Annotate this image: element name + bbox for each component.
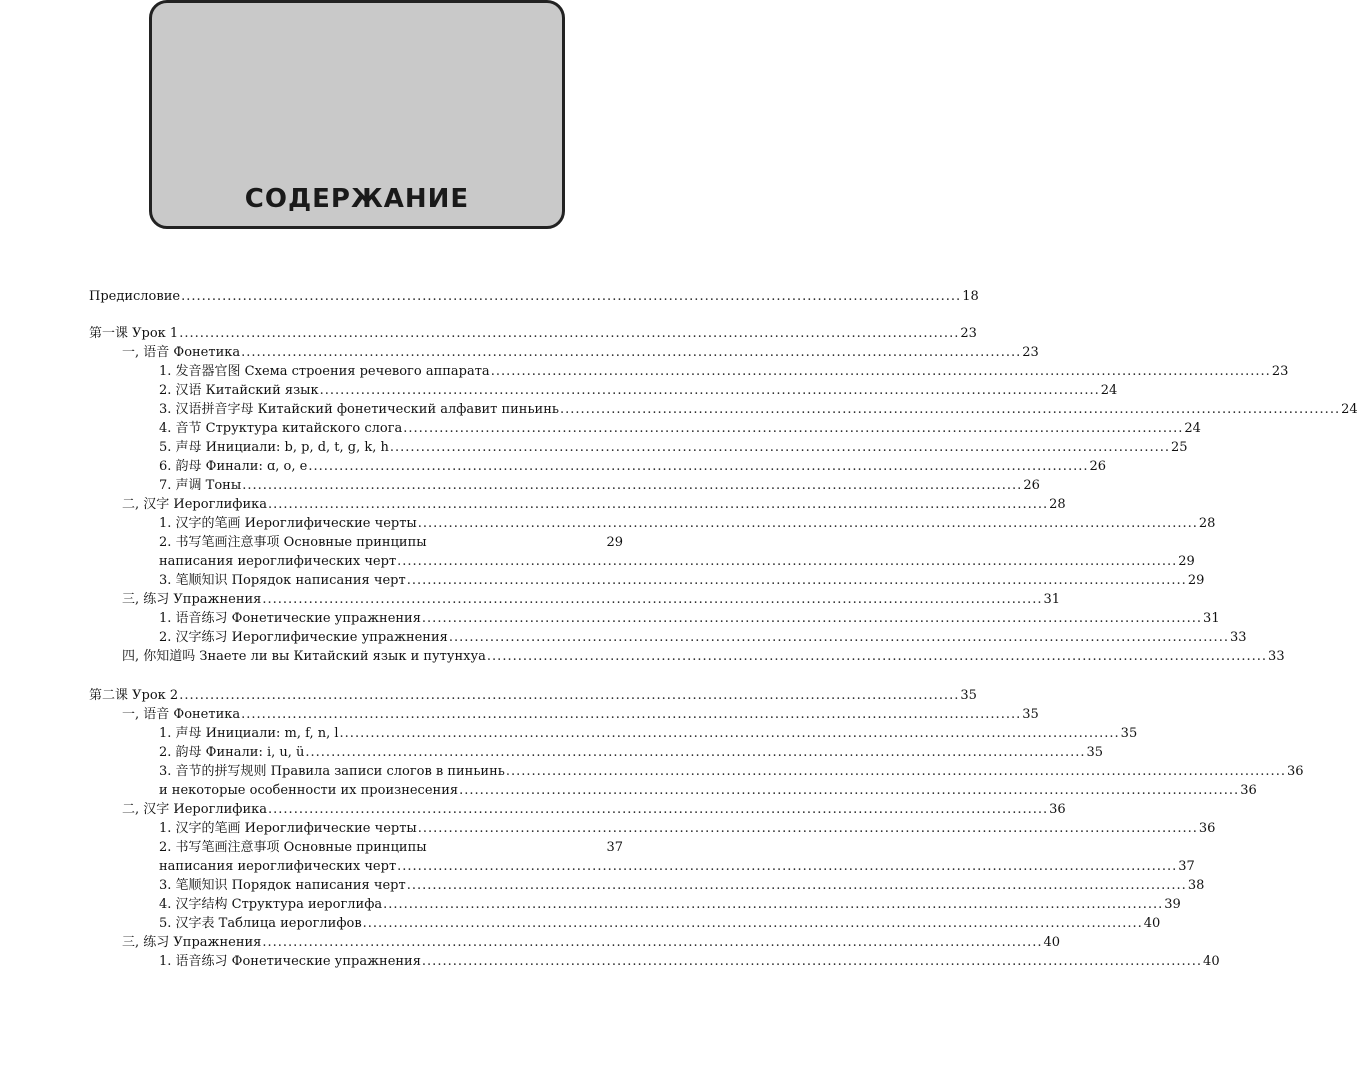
toc-entry[interactable] (159, 362, 1289, 381)
toc-entry-page: 35 (1086, 745, 1104, 760)
toc-entry-page: 40 (1043, 935, 1061, 950)
toc-entry-label: 一, 语音 Фонетика (122, 707, 241, 722)
toc-entry-page: 36 (1240, 783, 1257, 798)
toc-leader: ........................................................................................................................................................ (179, 688, 960, 703)
toc-entry[interactable] (159, 457, 1107, 476)
toc-entry-label: 1. 汉字的笔画 Иероглифические черты (159, 821, 417, 836)
toc-leader: ........................................................................................................................................................ (319, 383, 1100, 398)
toc-entry-label: 1. 语音练习 Фонетические упражнения (159, 611, 421, 626)
toc-entry-page: 29 (1178, 554, 1195, 569)
toc-leader: ........................................................................................................................................................ (490, 364, 1271, 379)
toc-entry-label: 6. 韵母 Финали: ɑ, o, e (159, 459, 308, 474)
page-title: СОДЕРЖАНИЕ (244, 184, 470, 214)
toc-leader: ........................................................................................................................................................ (389, 440, 1171, 455)
toc-leader: ........................................................................................................................................................ (448, 630, 1229, 645)
toc-entry-page: 24 (1341, 402, 1358, 417)
toc-entry-label: 2. 汉字练习 Иероглифические упражнения (159, 630, 448, 645)
toc-entry[interactable] (159, 952, 1220, 971)
toc-entry-page: 36 (1198, 821, 1216, 836)
toc-entry[interactable] (122, 590, 1061, 609)
toc-entry-label: 第二课 Урок 2 (89, 688, 179, 703)
toc-entry[interactable] (159, 476, 1040, 495)
toc-entry-label: 1. 声母 Инициали: m, f, n, l (159, 726, 339, 741)
toc-entry-label: 第一课 Урок 1 (89, 326, 179, 341)
toc-entry-label: 1. 语音练习 Фонетические упражнения (159, 954, 421, 969)
toc-entry-label: 4. 汉字结构 Структура иероглифа (159, 897, 383, 912)
toc-entry[interactable] (159, 533, 623, 552)
toc-entry-page: 37 (606, 840, 623, 855)
toc-entry-label: написания иероглифических черт (159, 554, 397, 569)
toc-entry-label: написания иероглифических черт (159, 859, 397, 874)
toc-leader: ........................................................................................................................................................ (421, 954, 1203, 969)
toc-leader: ........................................................................................................................................................ (486, 649, 1268, 664)
toc-entry-label: 3. 音节的拼写规则 Правила записи слогов в пиньинь (159, 764, 505, 779)
toc-entry[interactable] (122, 343, 1039, 362)
title-box (149, 0, 565, 229)
toc-entry[interactable] (159, 381, 1118, 400)
toc-leader: ........................................................................................................................................................ (459, 783, 1240, 798)
toc-entry[interactable] (159, 876, 1205, 895)
toc-entry-page: 40 (1203, 954, 1220, 969)
toc-leader: ........................................................................................................................................................ (406, 573, 1187, 588)
toc-entry-page: 24 (1184, 421, 1201, 436)
toc-entry-label: 二, 汉字 Иероглифика (122, 497, 268, 512)
toc-leader: ........................................................................................................................................................ (417, 821, 1198, 836)
toc-leader: ........................................................................................................................................................ (268, 497, 1049, 512)
toc-entry-page: 29 (606, 535, 623, 550)
toc-entry-page: 28 (1198, 516, 1216, 531)
toc-leader: ........................................................................................................................................................ (339, 726, 1120, 741)
toc-entry[interactable] (159, 438, 1188, 457)
toc-entry-page: 39 (1164, 897, 1181, 912)
toc-leader: ........................................................................................................................................................ (262, 592, 1043, 607)
toc-entry-label: 三, 练习 Упражнения (122, 592, 262, 607)
toc-leader: ........................................................................................................................................................ (262, 935, 1043, 950)
toc-entry-page: 36 (1286, 764, 1304, 779)
toc-entry-label: 一, 语音 Фонетика (122, 345, 241, 360)
toc-entry-label: 1. 发音器官图 Схема строения речевого аппарата (159, 364, 490, 379)
toc-leader: ........................................................................................................................................................ (241, 345, 1022, 360)
toc-entry[interactable] (159, 571, 1205, 590)
toc-entry-label: 1. 汉字的笔画 Иероглифические черты (159, 516, 417, 531)
toc-entry-page: 23 (960, 326, 977, 341)
toc-leader: ........................................................................................................................................................ (241, 707, 1022, 722)
toc-entry-page: 37 (1178, 859, 1195, 874)
toc-leader: ........................................................................................................................................................ (505, 764, 1286, 779)
toc-entry-label: 3. 汉语拼音字母 Китайский фонетический алфавит пиньинь (159, 402, 559, 417)
toc-entry[interactable] (122, 705, 1039, 724)
toc-entry[interactable] (159, 838, 623, 857)
toc-leader: ........................................................................................................................................................ (179, 326, 960, 341)
toc-entry[interactable] (159, 781, 1257, 800)
toc-entry-page: 38 (1187, 878, 1205, 893)
toc-entry[interactable] (159, 895, 1181, 914)
toc-leader: ........................................................................................................................................................ (305, 745, 1086, 760)
toc-entry[interactable] (89, 324, 977, 343)
toc-entry[interactable] (122, 800, 1066, 819)
toc-entry-page: 26 (1089, 459, 1107, 474)
toc-entry-page: 31 (1203, 611, 1220, 626)
toc-entry[interactable] (122, 647, 1285, 666)
toc-leader: ........................................................................................................................................................ (559, 402, 1341, 417)
toc-leader: ........................................................................................................................................................ (383, 897, 1164, 912)
toc-entry-page: 31 (1043, 592, 1061, 607)
toc-leader: ........................................................................................................................................................ (406, 878, 1187, 893)
toc-entry[interactable] (159, 743, 1104, 762)
toc-entry[interactable] (159, 762, 1304, 781)
toc-leader: ........................................................................................................................................................ (308, 459, 1089, 474)
toc-entry-label: 2. 韵母 Финали: i, u, ü (159, 745, 305, 760)
toc-entry-page: 23 (1271, 364, 1289, 379)
toc-entry[interactable] (159, 914, 1161, 933)
toc-entry-label: 三, 练习 Упражнения (122, 935, 262, 950)
toc-leader: ........................................................................................................................................................ (268, 802, 1049, 817)
toc-entry[interactable] (159, 857, 1195, 876)
toc-entry-label: 二, 汉字 Иероглифика (122, 802, 268, 817)
toc-leader: ........................................................................................................................................................ (403, 421, 1184, 436)
toc-entry[interactable] (159, 724, 1138, 743)
toc-leader: ........................................................................................................................................................ (397, 859, 1178, 874)
toc-leader: ........................................................................................................................................................ (397, 554, 1178, 569)
toc-entry-label: 7. 声调 Тоны (159, 478, 242, 493)
toc-entry-label: 2. 书写笔画注意事项 Основные принципы (159, 535, 427, 550)
toc-entry-label: 3. 笔顺知识 Порядок написания черт (159, 573, 406, 588)
toc-entry-label: 5. 声母 Инициали: b, p, d, t, g, k, h (159, 440, 389, 455)
toc-leader: ........................................................................................................................................................ (417, 516, 1198, 531)
toc-entry[interactable] (122, 495, 1066, 514)
toc-entry[interactable] (159, 419, 1201, 438)
toc-entry-label: 4. 音节 Структура китайского слога (159, 421, 403, 436)
toc-entry-page: 40 (1143, 916, 1161, 931)
toc-entry-page: 24 (1100, 383, 1118, 398)
toc-entry-page: 35 (1022, 707, 1039, 722)
toc-entry-page: 35 (1120, 726, 1138, 741)
toc-entry[interactable] (159, 514, 1216, 533)
toc-entry-page: 33 (1229, 630, 1247, 645)
toc-entry-label: 2. 汉语 Китайский язык (159, 383, 319, 398)
toc-entry[interactable] (159, 819, 1216, 838)
toc-entry-label: Предисловие (89, 289, 181, 304)
toc-entry-page: 35 (960, 688, 977, 703)
toc-entry-page: 28 (1049, 497, 1066, 512)
toc-entry-page: 25 (1171, 440, 1188, 455)
toc-entry-page: 29 (1187, 573, 1205, 588)
toc-leader: ........................................................................................................................................................ (242, 478, 1023, 493)
toc-entry[interactable] (159, 400, 1358, 419)
toc-entry-label: и некоторые особенности их произнесения (159, 783, 459, 798)
toc-entry-label: 5. 汉字表 Таблица иероглифов (159, 916, 362, 931)
toc-entry-label: 3. 笔顺知识 Порядок написания черт (159, 878, 406, 893)
toc-leader: ........................................................................................................................................................ (181, 289, 962, 304)
toc-entry[interactable] (159, 552, 1195, 571)
toc-leader: ........................................................................................................................................................ (421, 611, 1203, 626)
toc-entry-page: 36 (1049, 802, 1066, 817)
toc-entry[interactable] (159, 628, 1247, 647)
toc-leader: ........................................................................................................................................................ (362, 916, 1143, 931)
toc-entry-page: 18 (962, 289, 979, 304)
toc-entry[interactable] (89, 287, 979, 306)
toc-entry-label: 2. 书写笔画注意事项 Основные принципы (159, 840, 427, 855)
toc-entry-page: 26 (1023, 478, 1040, 493)
toc-entry-label: 四, 你知道吗 Знаете ли вы Китайский язык и путунхуа (122, 649, 486, 664)
toc-entry-page: 23 (1022, 345, 1039, 360)
toc-entry[interactable] (122, 933, 1061, 952)
toc-entry-page: 33 (1268, 649, 1285, 664)
toc-entry[interactable] (159, 609, 1220, 628)
toc-entry[interactable] (89, 686, 977, 705)
